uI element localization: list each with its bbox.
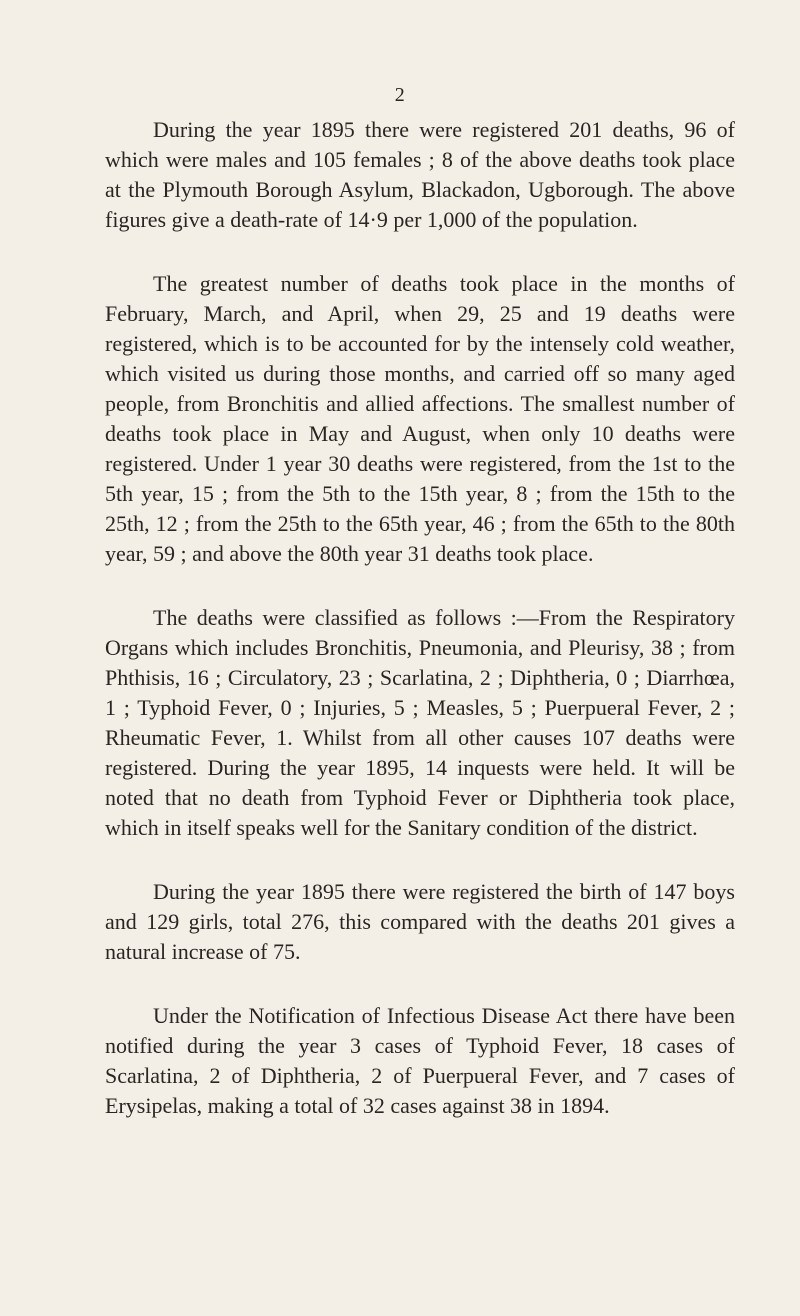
paragraph-infectious-disease-notifications: Under the Notification of Infectious Disease Act there have been notified during the year 3 cases of Typhoid Fever, 18 cases of Scarlatina, 2 of Diphtheria, 2 of Puerpueral Fever, and 7 cases of Erysipelas, making a total of 32 cases against 38 in 1894. <box>105 1003 735 1118</box>
paragraph-births: During the year 1895 there were registered the birth of 147 boys and 129 girls, total 276, this compared with the deaths 201 gives a natural increase of 75. <box>105 879 735 964</box>
paragraph-causes-of-death: The deaths were classified as follows :—From the Respiratory Organs which includes Bronchitis, Pneumonia, and Pleurisy, 38 ; from Phthisis, 16 ; Circulatory, 23 ; Scarlatina, 2 ; Diphtheria, 0 ; Diarrhœa, 1 ; Typhoid Fever, 0 ; Injuries, 5 ; Measles, 5 ; Puerpueral Fever, 2 ; Rheumatic Fever, 1. Whilst from all other causes 107 deaths were registered. During the year 1895, 14 inquests were held. It will be noted that no death from Typhoid Fever or Diphtheria took place, which in itself speaks well for the Sanitary condition of the district. <box>105 605 735 840</box>
paragraph-deaths-summary: During the year 1895 there were registered 201 deaths, 96 of which were males and 105 females ; 8 of the above deaths took place at the Plymouth Borough Asylum, Blackadon, Ugborough. The above figures give a death-rate of 14·9 per 1,000 of the population. <box>105 117 735 232</box>
paragraph-deaths-by-month-and-age: The greatest number of deaths took place in the months of February, March, and April, when 29, 25 and 19 deaths were registered, which is to be accounted for by the intensely cold weather, which visited us during those months, and carried off so many aged people, from Bronchitis and allied affections. The smallest number of deaths took place in May and August, when only 10 deaths were registered. Under 1 year 30 deaths were registered, from the 1st to the 5th year, 15 ; from the 5th to the 15th year, 8 ; from the 15th to the 25th, 12 ; from the 25th to the 65th year, 46 ; from the 65th to the 80th year, 59 ; and above the 80th year 31 deaths took place. <box>105 271 735 566</box>
body-text <box>105 115 735 1155</box>
page-number: 2 <box>394 84 406 106</box>
